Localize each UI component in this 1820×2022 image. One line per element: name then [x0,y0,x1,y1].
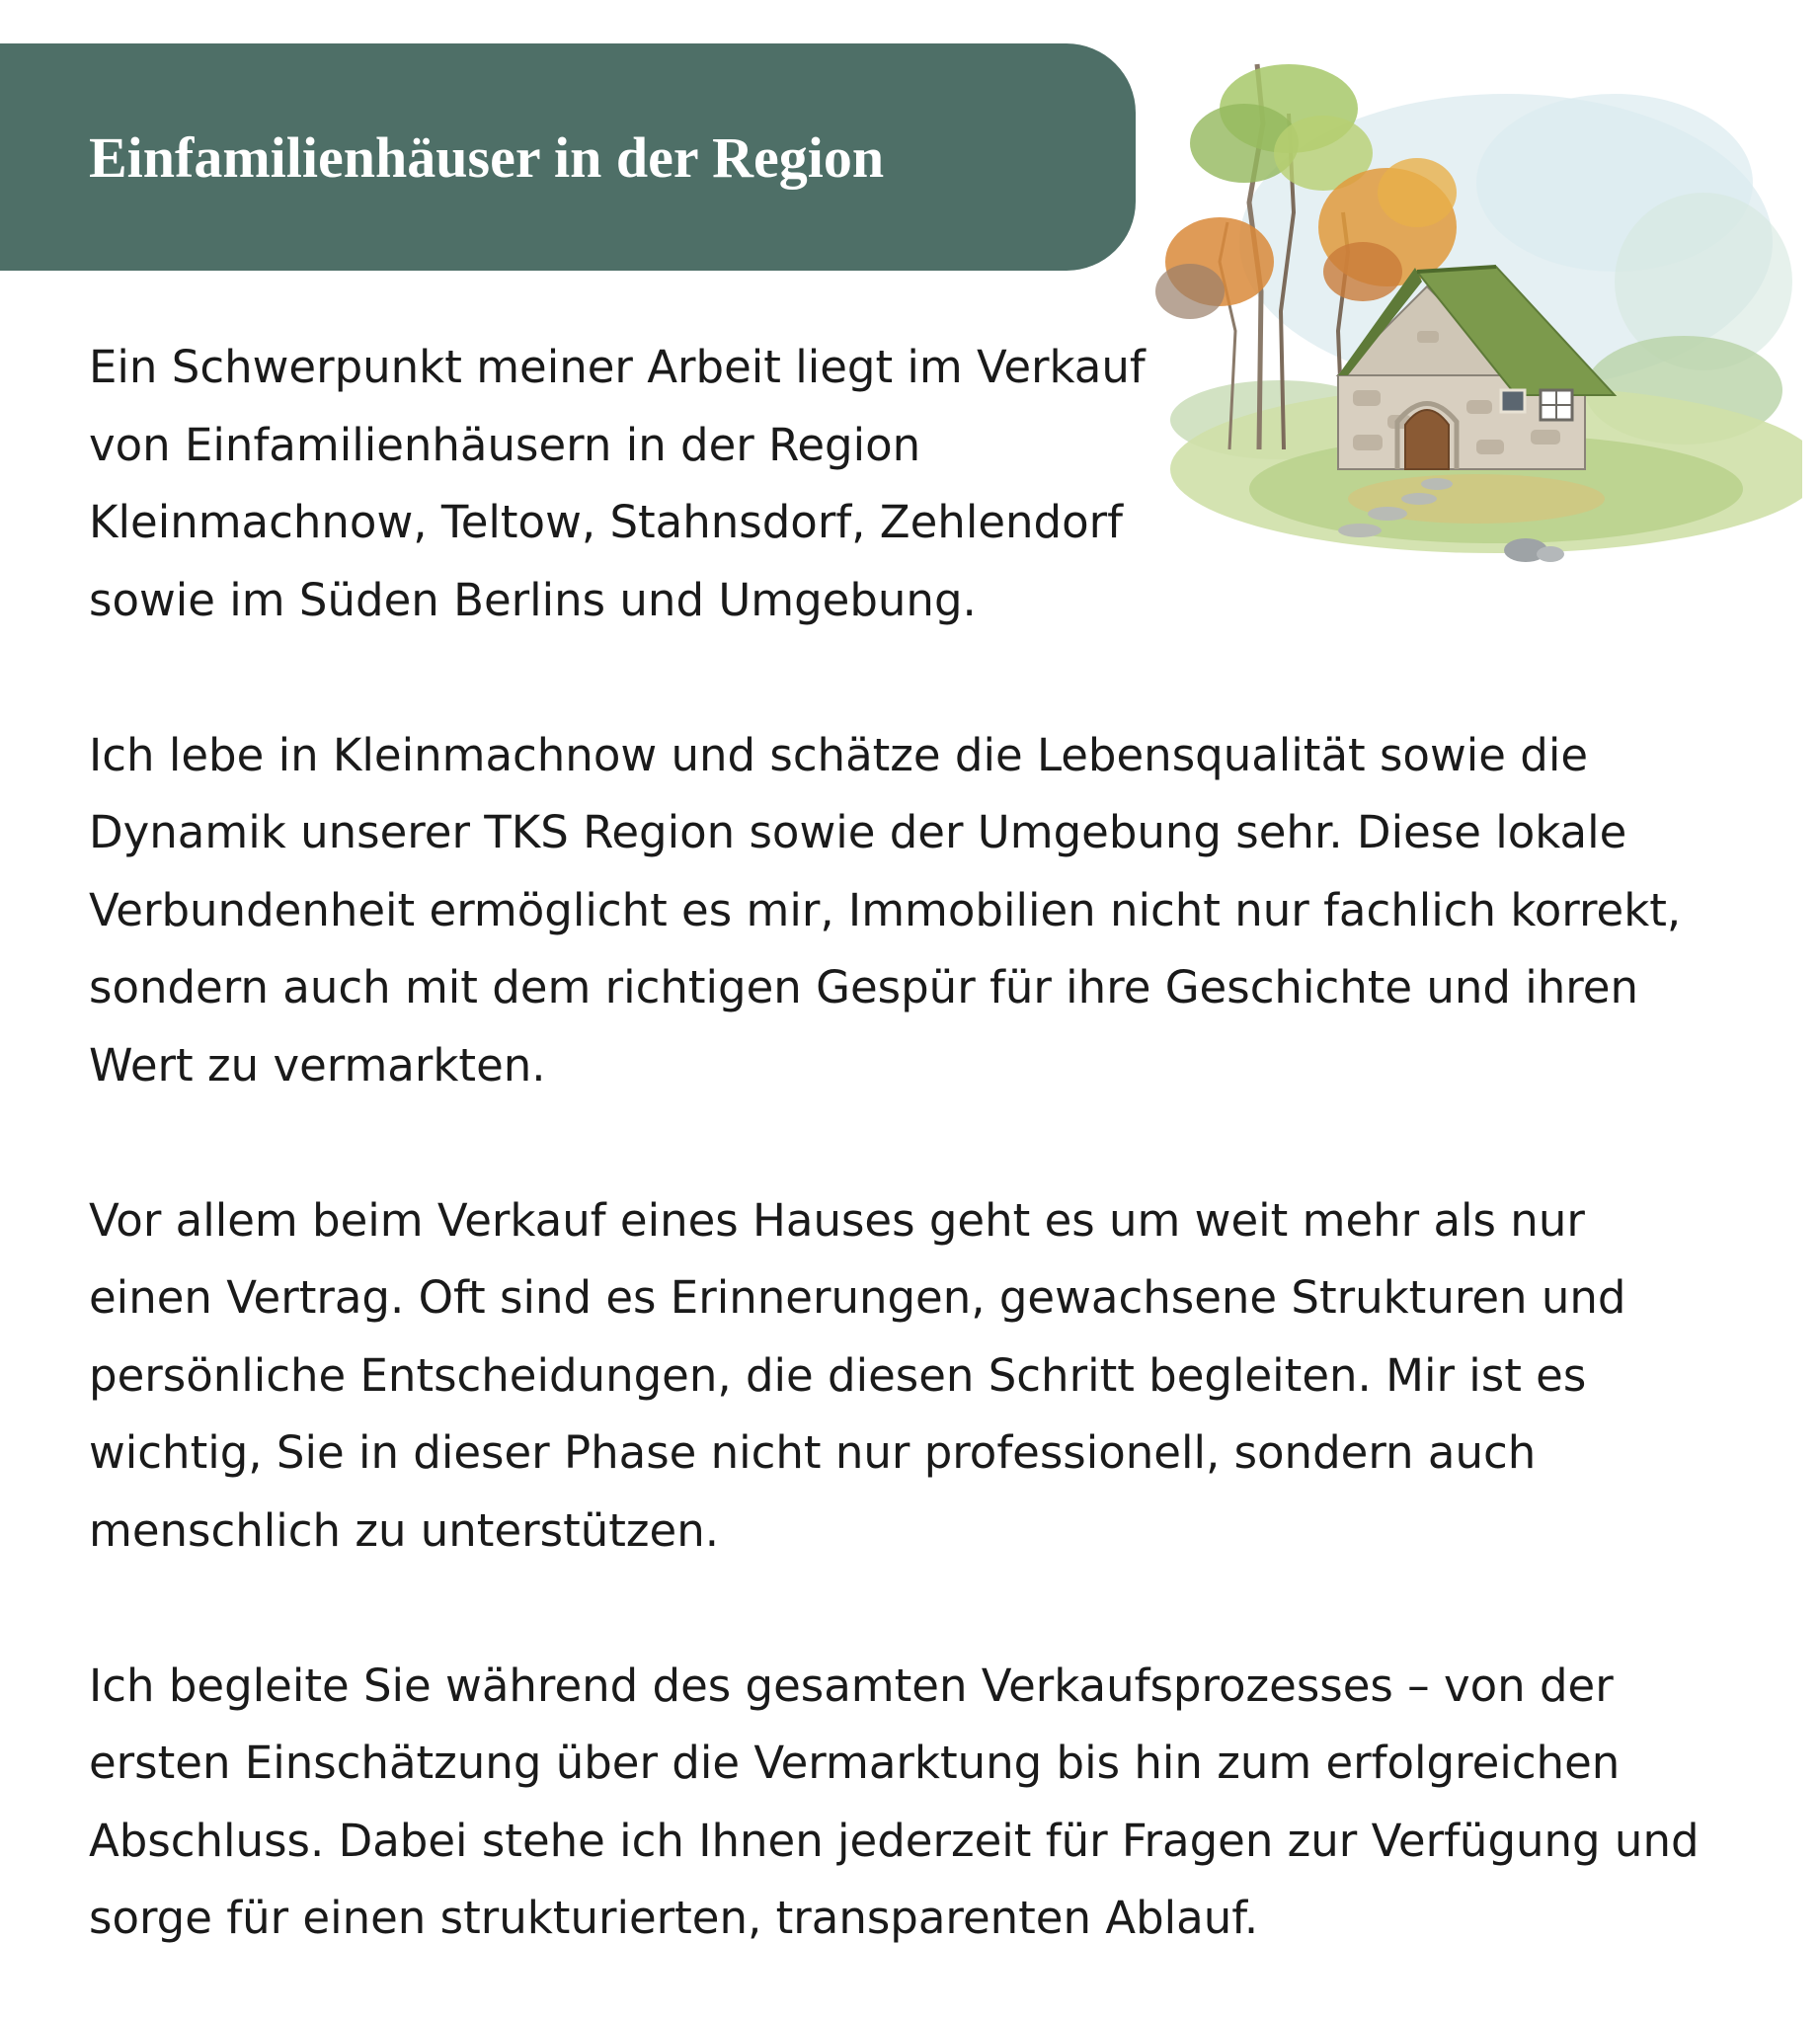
paragraph-house-sale: Vor allem beim Verkauf eines Hauses geht es um weit mehr als nur einen Vertrag. Oft sind es Erinnerungen, gewachsene Strukturen und persönliche Entscheidungen, die diesen Schritt begleiten. Mir ist es wichtig, Sie in dieser Phase nicht nur professionell, sondern auch menschlich zu unterstützen. [89,1193,1626,1557]
page-title: Einfamilienhäuser in der Region [89,125,885,190]
paragraph-local: Ich lebe in Kleinmachnow und schätze die Lebensqualität sowie die Dynamik unserer TKS Region sowie der Umgebung sehr. Diese lokale Verbundenheit ermöglicht es mir, Immobilien nicht nur fachlich korrekt, sondern auch mit dem richtigen Gespür für ihre Geschichte und ihren Wert zu vermarkten. [89,728,1682,1092]
paragraph-intro: Ein Schwerpunkt meiner Arbeit liegt im Verkauf von Einfamilienhäusern in der Region Kleinmachnow, Teltow, Stahnsdorf, Zehlendorf sowie im Süden Berlins und Umgebung. [89,341,1146,626]
main-content [89,329,1718,1958]
paragraph-process: Ich begleite Sie während des gesamten Verkaufsprozesses – von der ersten Einschätzung über die Vermarktung bis hin zum erfolgreichen Abschluss. Dabei stehe ich Ihnen jederzeit für Fragen zur Verfügung und sorge für einen strukturierten, transparenten Ablauf. [89,1658,1700,1944]
